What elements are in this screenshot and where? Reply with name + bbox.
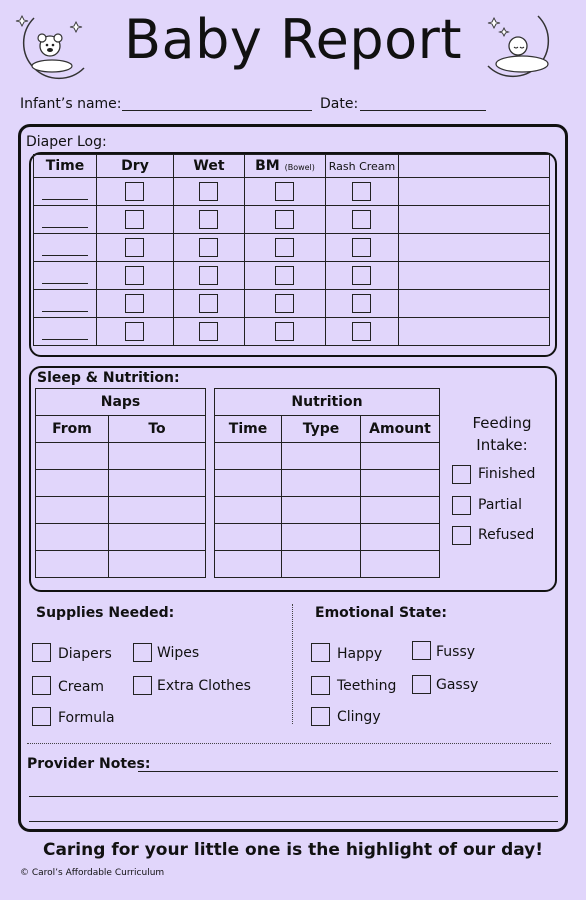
teething-checkbox[interactable] — [311, 676, 330, 695]
naps-from-header: From — [36, 416, 109, 443]
bm-checkbox[interactable] — [275, 210, 294, 229]
nutrition-amount-cell[interactable] — [361, 470, 440, 497]
happy-label: Happy — [337, 646, 383, 662]
table-row — [36, 497, 206, 524]
teething-label: Teething — [337, 678, 397, 694]
provider-notes-label: Provider Notes: — [27, 756, 151, 772]
formula-checkbox[interactable] — [32, 707, 51, 726]
nutrition-time-cell[interactable] — [215, 443, 282, 470]
time-field[interactable] — [34, 318, 97, 346]
nutrition-type-cell[interactable] — [282, 497, 361, 524]
diapers-checkbox[interactable] — [32, 643, 51, 662]
table-row — [215, 551, 440, 578]
time-field[interactable] — [34, 206, 97, 234]
fussy-checkbox[interactable] — [412, 641, 431, 660]
nutrition-time-header: Time — [215, 416, 282, 443]
clingy-label: Clingy — [337, 709, 381, 725]
wet-checkbox[interactable] — [199, 266, 218, 285]
table-row — [215, 497, 440, 524]
cream-label: Cream — [58, 679, 105, 695]
nap-from-cell[interactable] — [36, 497, 109, 524]
nap-from-cell[interactable] — [36, 524, 109, 551]
nap-from-cell[interactable] — [36, 443, 109, 470]
copyright: © Carol’s Affordable Curriculum — [20, 868, 165, 878]
rash-cream-checkbox[interactable] — [352, 266, 371, 285]
extra-clothes-label: Extra Clothes — [157, 678, 251, 694]
table-row — [36, 470, 206, 497]
provider-notes-line[interactable] — [138, 771, 558, 772]
gassy-label: Gassy — [436, 677, 479, 693]
naps-to-header: To — [109, 416, 206, 443]
table-row — [215, 470, 440, 497]
date-label: Date: — [320, 96, 359, 112]
naps-table — [35, 388, 206, 578]
dry-checkbox[interactable] — [125, 266, 144, 285]
nap-from-cell[interactable] — [36, 551, 109, 578]
sleep-nutrition-label: Sleep & Nutrition: — [37, 370, 180, 386]
wipes-label: Wipes — [157, 645, 200, 661]
time-field[interactable] — [34, 262, 97, 290]
dry-checkbox[interactable] — [125, 238, 144, 257]
cream-checkbox[interactable] — [32, 676, 51, 695]
nap-to-cell[interactable] — [109, 524, 206, 551]
infant-name-field[interactable] — [122, 110, 312, 111]
nutrition-type-cell[interactable] — [282, 524, 361, 551]
naps-title: Naps — [36, 389, 206, 416]
bm-checkbox[interactable] — [275, 238, 294, 257]
section-divider — [292, 604, 293, 724]
fussy-label: Fussy — [436, 644, 476, 660]
bm-checkbox[interactable] — [275, 182, 294, 201]
diaper-log-table — [33, 154, 550, 346]
diaper-log-label: Diaper Log: — [26, 134, 107, 150]
refused-label: Refused — [478, 527, 535, 543]
table-row — [34, 206, 550, 234]
col-rash-cream: Rash Cream — [326, 155, 399, 178]
clingy-checkbox[interactable] — [311, 707, 330, 726]
col-bm: BM (Bowel) — [245, 155, 326, 178]
finished-label: Finished — [478, 466, 536, 482]
nutrition-title: Nutrition — [215, 389, 440, 416]
rash-cream-checkbox[interactable] — [352, 294, 371, 313]
dry-checkbox[interactable] — [125, 294, 144, 313]
nutrition-amount-header: Amount — [361, 416, 440, 443]
nap-to-cell[interactable] — [109, 497, 206, 524]
time-field[interactable] — [34, 290, 97, 318]
provider-notes-line[interactable] — [29, 796, 558, 797]
wet-checkbox[interactable] — [199, 182, 218, 201]
col-wet: Wet — [174, 155, 245, 178]
rash-cream-checkbox[interactable] — [352, 322, 371, 341]
notes-divider — [27, 743, 551, 744]
dry-checkbox[interactable] — [125, 182, 144, 201]
table-row — [34, 262, 550, 290]
page-title: Baby Report — [123, 8, 463, 71]
provider-notes-line[interactable] — [29, 821, 558, 822]
nutrition-type-cell[interactable] — [282, 443, 361, 470]
gassy-checkbox[interactable] — [412, 675, 431, 694]
nutrition-type-header: Type — [282, 416, 361, 443]
table-row — [34, 234, 550, 262]
table-row — [36, 524, 206, 551]
happy-checkbox[interactable] — [311, 643, 330, 662]
refused-checkbox[interactable] — [452, 526, 471, 545]
wet-checkbox[interactable] — [199, 322, 218, 341]
nutrition-table — [214, 388, 440, 578]
wet-checkbox[interactable] — [199, 210, 218, 229]
bm-checkbox[interactable] — [275, 266, 294, 285]
time-field[interactable] — [34, 178, 97, 206]
rash-cream-checkbox[interactable] — [352, 182, 371, 201]
infant-name-label: Infant’s name: — [20, 96, 122, 112]
supplies-label: Supplies Needed: — [36, 605, 175, 621]
nap-to-cell[interactable] — [109, 470, 206, 497]
partial-checkbox[interactable] — [452, 496, 471, 515]
nap-from-cell[interactable] — [36, 470, 109, 497]
bm-checkbox[interactable] — [275, 294, 294, 313]
dry-checkbox[interactable] — [125, 210, 144, 229]
rash-cream-checkbox[interactable] — [352, 238, 371, 257]
col-time: Time — [34, 155, 97, 178]
nutrition-amount-cell[interactable] — [361, 551, 440, 578]
nutrition-amount-cell[interactable] — [361, 443, 440, 470]
nutrition-type-cell[interactable] — [282, 470, 361, 497]
date-field[interactable] — [360, 110, 486, 111]
finished-checkbox[interactable] — [452, 465, 471, 484]
table-row — [34, 318, 550, 346]
table-row — [34, 290, 550, 318]
col-dry: Dry — [97, 155, 174, 178]
nutrition-time-cell[interactable] — [215, 497, 282, 524]
nutrition-type-cell[interactable] — [282, 551, 361, 578]
nap-to-cell[interactable] — [109, 551, 206, 578]
wet-checkbox[interactable] — [199, 238, 218, 257]
nutrition-amount-cell[interactable] — [361, 497, 440, 524]
partial-label: Partial — [478, 497, 522, 513]
rash-cream-checkbox[interactable] — [352, 210, 371, 229]
nutrition-amount-cell[interactable] — [361, 524, 440, 551]
wipes-checkbox[interactable] — [133, 643, 152, 662]
footer-tagline: Caring for your little one is the highlight of our day! — [42, 840, 544, 860]
wet-checkbox[interactable] — [199, 294, 218, 313]
emotional-state-label: Emotional State: — [315, 605, 447, 621]
nap-to-cell[interactable] — [109, 443, 206, 470]
table-row — [36, 443, 206, 470]
nutrition-time-cell[interactable] — [215, 524, 282, 551]
table-row — [34, 178, 550, 206]
formula-label: Formula — [58, 710, 115, 726]
bm-checkbox[interactable] — [275, 322, 294, 341]
nutrition-time-cell[interactable] — [215, 470, 282, 497]
nutrition-time-cell[interactable] — [215, 551, 282, 578]
table-row — [36, 551, 206, 578]
col-extra — [399, 155, 550, 178]
diapers-label: Diapers — [58, 646, 112, 662]
table-row — [215, 443, 440, 470]
table-row — [215, 524, 440, 551]
time-field[interactable] — [34, 234, 97, 262]
dry-checkbox[interactable] — [125, 322, 144, 341]
feeding-intake-title: Feeding Intake: — [472, 414, 532, 454]
extra-clothes-checkbox[interactable] — [133, 676, 152, 695]
